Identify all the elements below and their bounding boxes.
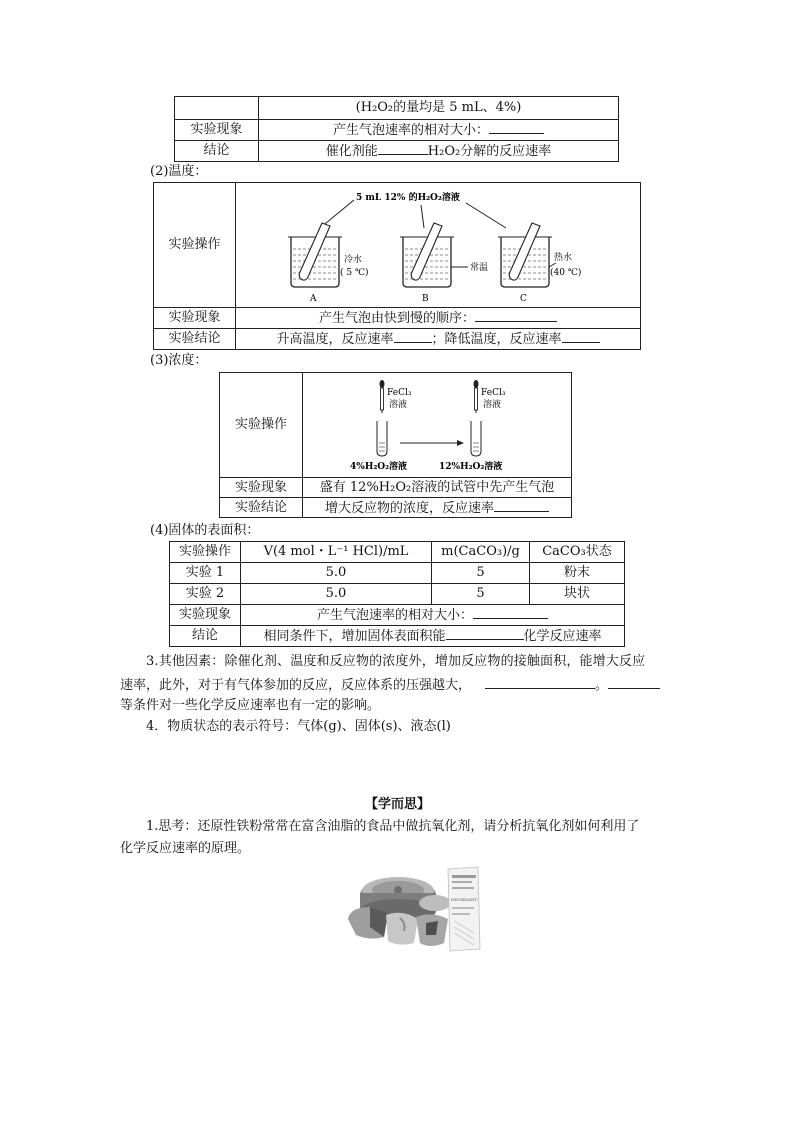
conclusion-text-mid: ；降低温度，反应速率 [431, 332, 562, 347]
phenomenon-label: 实验现象 [154, 308, 236, 329]
mass-value: 5 [432, 584, 530, 605]
answer-blank[interactable] [608, 676, 660, 689]
mass-value: 5 [432, 563, 530, 584]
concentration-diagram [303, 373, 571, 477]
right-tube-label: 12%H₂O₂溶液 [439, 462, 503, 472]
phenomenon-cell [259, 120, 619, 141]
state-value: 粉末 [530, 563, 625, 584]
other-factors-line1: 3.其他因素：除催化剂、温度和反应物的浓度外，增加反应物的接触面积，能增大反应 [146, 654, 646, 669]
phenomenon-label: 实验现象 [175, 120, 259, 141]
beaker-c [498, 223, 552, 287]
conclusion-text: 催化剂能 [325, 144, 378, 159]
conclusion-text: 升高温度，反应速率 [276, 332, 394, 347]
beaker-label-a: A [310, 294, 317, 304]
temperature-diagram [236, 183, 640, 307]
answer-blank[interactable] [562, 330, 600, 343]
temperature-heading: (2)温度： [150, 164, 208, 179]
answer-blank[interactable] [446, 627, 524, 640]
experiment-label: 实验 1 [170, 563, 241, 584]
conclusion-text-end: 化学反应速率 [523, 629, 602, 644]
conclusion-label: 结论 [170, 626, 241, 647]
other-factors-text: 速率，此外，对于有气体参加的反应，反应体系的压强越大， [120, 678, 472, 693]
hot-water-label: 热水 [554, 253, 573, 263]
diagram-top-label: 5 mL 12% 的H₂O₂溶液 [356, 193, 460, 203]
blank-cell [175, 97, 259, 120]
conclusion-cell [303, 498, 572, 518]
left-tube-label: 4%H₂O₂溶液 [350, 462, 408, 472]
volume-value: 5.0 [241, 563, 432, 584]
concentration-table [219, 372, 572, 518]
deoxidant-packet-image [448, 867, 480, 951]
phenomenon-label: 实验现象 [170, 605, 241, 626]
concentration-heading: (3)浓度： [150, 353, 208, 368]
conclusion-text: 增大反应物的浓度，反应速率 [324, 500, 494, 516]
reagent-left-bottom: 溶液 [389, 400, 408, 410]
reflection-title: 【学而思】 [365, 797, 431, 812]
beaker-label-c: C [520, 294, 527, 304]
reflection-q1-line1: 1.思考：还原性铁粉常常在富含油脂的食品中做抗氧化剂，请分析抗氧化剂如何利用了 [146, 819, 640, 834]
experiment-label: 实验 2 [170, 584, 241, 605]
states-line: 4．物质状态的表示符号：气体(g)、固体(s)、液态(l) [146, 719, 451, 734]
conclusion-label: 实验结论 [154, 329, 236, 350]
phenomenon-label: 实验现象 [220, 478, 303, 498]
volume-value: 5.0 [241, 584, 432, 605]
reagent-right-top: FeCl₃ [481, 388, 506, 398]
temperature-diagram-cell [236, 183, 641, 308]
phenomenon-cell: 盛有 12%H₂O₂溶液的试管中先产生气泡 [303, 478, 572, 498]
phenomenon-text: 产生气泡速率的相对大小： [316, 608, 473, 623]
concentration-diagram-cell [303, 373, 572, 478]
header-state: CaCO₃状态 [530, 542, 625, 563]
other-factors-period: 。 [595, 678, 609, 693]
conclusion-text: 相同条件下，增加固体表面积能 [263, 629, 446, 644]
test-tube-left [377, 421, 387, 456]
phenomenon-cell [236, 308, 641, 329]
other-factors-line3: 等条件对一些化学反应速率也有一定的影响。 [120, 698, 381, 713]
answer-blank[interactable] [489, 121, 544, 134]
reflection-q1-line2: 化学反应速率的原理。 [120, 841, 251, 856]
beaker-label-b: B [422, 294, 429, 304]
reagent-right-bottom: 溶液 [483, 400, 502, 410]
hot-water-temp: (40 ℃) [550, 268, 582, 278]
conclusion-cell [259, 141, 619, 162]
conclusion-text-end: H₂O₂分解的反应速率 [427, 144, 552, 159]
reagent-left-top: FeCl₃ [387, 388, 412, 398]
temperature-table [153, 182, 641, 350]
phenomenon-text: 产生气泡速率的相对大小： [332, 123, 489, 138]
header-volume: V(4 mol・L⁻¹ HCl)/mL [241, 542, 432, 563]
conclusion-label: 结论 [175, 141, 259, 162]
dropper-left [380, 380, 385, 413]
cold-water-temp: ( 5 ℃) [340, 268, 369, 278]
cold-water-label: 冷水 [344, 255, 363, 265]
answer-blank[interactable] [473, 606, 548, 619]
answer-blank[interactable] [394, 330, 432, 343]
conclusion-cell [241, 626, 625, 647]
answer-blank[interactable] [494, 499, 549, 512]
phenomenon-text: 产生气泡由快到慢的顺序： [318, 311, 475, 326]
mooncakes-image [348, 877, 451, 946]
operation-label: 实验操作 [154, 183, 236, 308]
operation-label: 实验操作 [220, 373, 303, 478]
test-tube-right [471, 421, 481, 456]
room-temp-label: 常温 [470, 263, 489, 273]
beaker-b [400, 223, 454, 287]
catalyst-note: (H₂O₂的量均是 5 mL、4%) [259, 97, 619, 120]
phenomenon-cell [241, 605, 625, 626]
other-factors-line2 [120, 676, 660, 694]
beaker-a [288, 223, 342, 287]
dropper-right [474, 380, 479, 413]
conclusion-cell [236, 329, 641, 350]
header-operation: 实验操作 [170, 542, 241, 563]
header-mass: m(CaCO₃)/g [432, 542, 530, 563]
surface-heading: (4)固体的表面积： [150, 523, 260, 538]
state-value: 块状 [530, 584, 625, 605]
answer-blank[interactable] [378, 142, 428, 155]
table-row [170, 584, 625, 605]
catalyst-table [174, 96, 619, 162]
answer-blank[interactable] [485, 676, 595, 689]
conclusion-label: 实验结论 [220, 498, 303, 518]
packet-text: DEOXIDANT [451, 897, 478, 902]
surface-table [169, 541, 625, 647]
table-row [170, 563, 625, 584]
answer-blank[interactable] [475, 309, 557, 322]
mooncake-photo [340, 863, 490, 953]
